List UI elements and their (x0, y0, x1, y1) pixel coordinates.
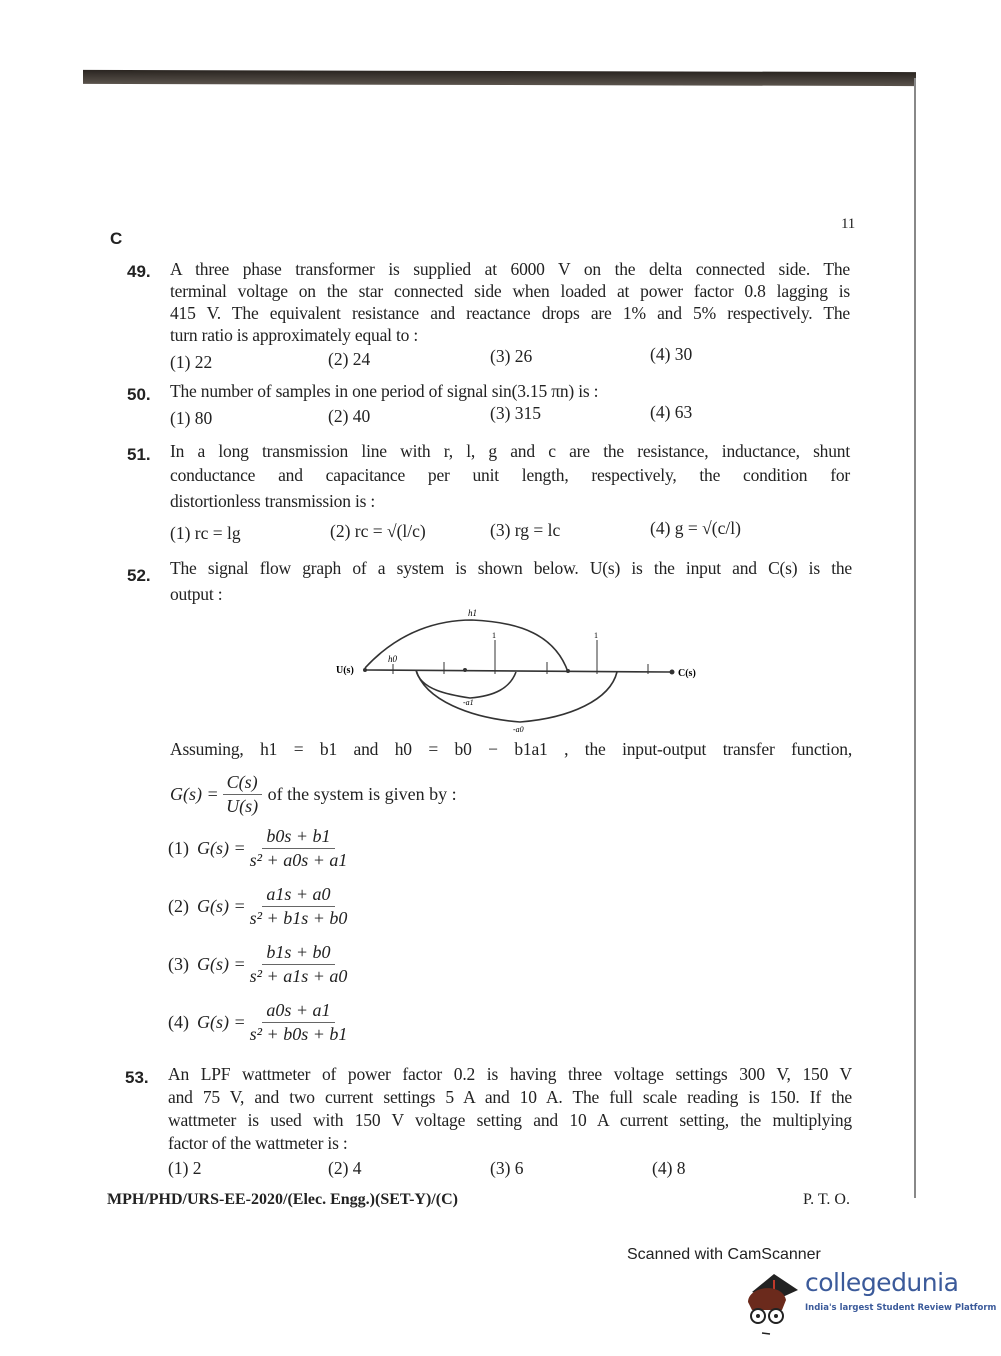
option-label: (2) (168, 896, 189, 916)
g-lhs: G(s) = (197, 896, 246, 916)
forward-path (365, 670, 670, 672)
output-label: C(s) (678, 668, 696, 679)
collegedunia-mascot-logo (742, 1270, 804, 1336)
unit-gain-label: 1 (492, 631, 496, 640)
question-text: of the system is given by : (267, 784, 457, 804)
input-label: U(s) (336, 665, 354, 676)
collegedunia-tagline: India's largest Student Review Platform (805, 1303, 997, 1313)
question-text: conductance and capacitance per unit length, respectively, the condition for (170, 465, 850, 485)
option (168, 884, 347, 929)
denominator: s² + a1s + a0 (249, 966, 348, 986)
question-number: 50. (127, 385, 151, 404)
question-text: Assuming, h1 = b1 and h0 = b0 − b1a1 , the input-output transfer function, (170, 739, 852, 759)
numerator: C(s) (223, 772, 262, 795)
question-text: A three phase transformer is supplied at 6000 V on the delta connected side. The (170, 259, 850, 279)
option: (3) rg = lc (490, 520, 561, 540)
question-text: distortionless transmission is : (170, 491, 376, 511)
question-text: and 75 V, and two current settings 5 A and 10 A. The full scale reading is 150. If the (168, 1087, 852, 1107)
h1-label: h1 (468, 608, 477, 618)
option-label: (3) (168, 954, 189, 974)
a1-label: -a1 (463, 698, 474, 707)
scan-top-edge (83, 70, 916, 86)
option: (2) 4 (328, 1158, 362, 1178)
denominator: s² + b0s + b1 (249, 1024, 348, 1044)
option (168, 826, 347, 871)
a1-feedback-branch (416, 670, 516, 698)
question-text: In a long transmission line with r, l, g and c are the resistance, inductance, shunt (170, 441, 850, 461)
option (168, 942, 347, 987)
option: (2) rc = √(l/c) (330, 521, 426, 541)
pto-label: P. T. O. (803, 1191, 850, 1208)
question-text: 415 V. The equivalent resistance and reactance drops are 1% and 5% respectively. The (170, 303, 850, 323)
denominator: s² + a0s + a1 (249, 850, 348, 870)
unit-gain-label: 1 (594, 631, 598, 640)
option: (1) 22 (170, 352, 213, 372)
g-lhs: G(s) = (197, 954, 246, 974)
option: (2) 40 (328, 406, 371, 426)
question-number: 53. (125, 1068, 149, 1087)
numerator: a1s + a0 (262, 884, 334, 907)
option: (1) 80 (170, 408, 213, 428)
option: (4) 8 (652, 1158, 686, 1178)
option: (4) 63 (650, 402, 693, 422)
question-text: turn ratio is approximately equal to : (170, 325, 419, 345)
question-text: An LPF wattmeter of power factor 0.2 is having three voltage settings 300 V, 150 V (168, 1064, 852, 1084)
option: (4) g = √(c/l) (650, 518, 741, 538)
option: (1) rc = lg (170, 523, 241, 543)
option: (1) 2 (168, 1158, 202, 1178)
h0-label: h0 (388, 654, 397, 664)
numerator: b0s + b1 (262, 826, 334, 849)
h1-branch (365, 620, 568, 672)
scanner-watermark: Scanned with CamScanner (627, 1246, 821, 1263)
signal-flow-graph (320, 600, 720, 740)
a0-feedback-branch (416, 670, 617, 722)
question-number: 49. (127, 262, 151, 281)
question-number: 51. (127, 445, 151, 464)
numerator: a0s + a1 (262, 1000, 334, 1023)
question-text: The signal flow graph of a system is shown below. U(s) is the input and C(s) is the (170, 558, 852, 578)
option (168, 1000, 347, 1045)
paper-code: MPH/PHD/URS-EE-2020/(Elec. Engg.)(SET-Y)/(C) (107, 1191, 458, 1208)
question-text: The number of samples in one period of signal sin(3.15 πn) is : (170, 381, 599, 401)
option: (4) 30 (650, 344, 693, 364)
option: (2) 24 (328, 349, 371, 369)
option-label: (1) (168, 838, 189, 858)
option: (3) 315 (490, 403, 542, 423)
question-text: wattmeter is used with 150 V voltage setting and 10 A current setting, the multiplying (168, 1110, 852, 1130)
question-text: terminal voltage on the star connected side when loaded at power factor 0.8 lagging is (170, 281, 850, 301)
option-label: (4) (168, 1012, 189, 1032)
g-lhs: G(s) = (197, 1012, 246, 1032)
g-lhs: G(s) = (170, 784, 219, 804)
collegedunia-brand: collegedunia (805, 1268, 959, 1297)
denominator: s² + b1s + b0 (249, 908, 348, 928)
option: (3) 26 (490, 346, 533, 366)
a0-label: -a0 (513, 725, 524, 734)
set-letter: C (110, 229, 123, 248)
g-lhs: G(s) = (197, 838, 246, 858)
page-number: 11 (841, 216, 856, 232)
scan-right-edge (914, 78, 916, 1198)
question-text: factor of the wattmeter is : (168, 1133, 348, 1153)
question-text: output : (170, 584, 223, 604)
question-number: 52. (127, 566, 151, 585)
option: (3) 6 (490, 1158, 524, 1178)
transfer-function-definition (170, 772, 457, 817)
denominator: U(s) (226, 796, 259, 816)
numerator: b1s + b0 (262, 942, 334, 965)
